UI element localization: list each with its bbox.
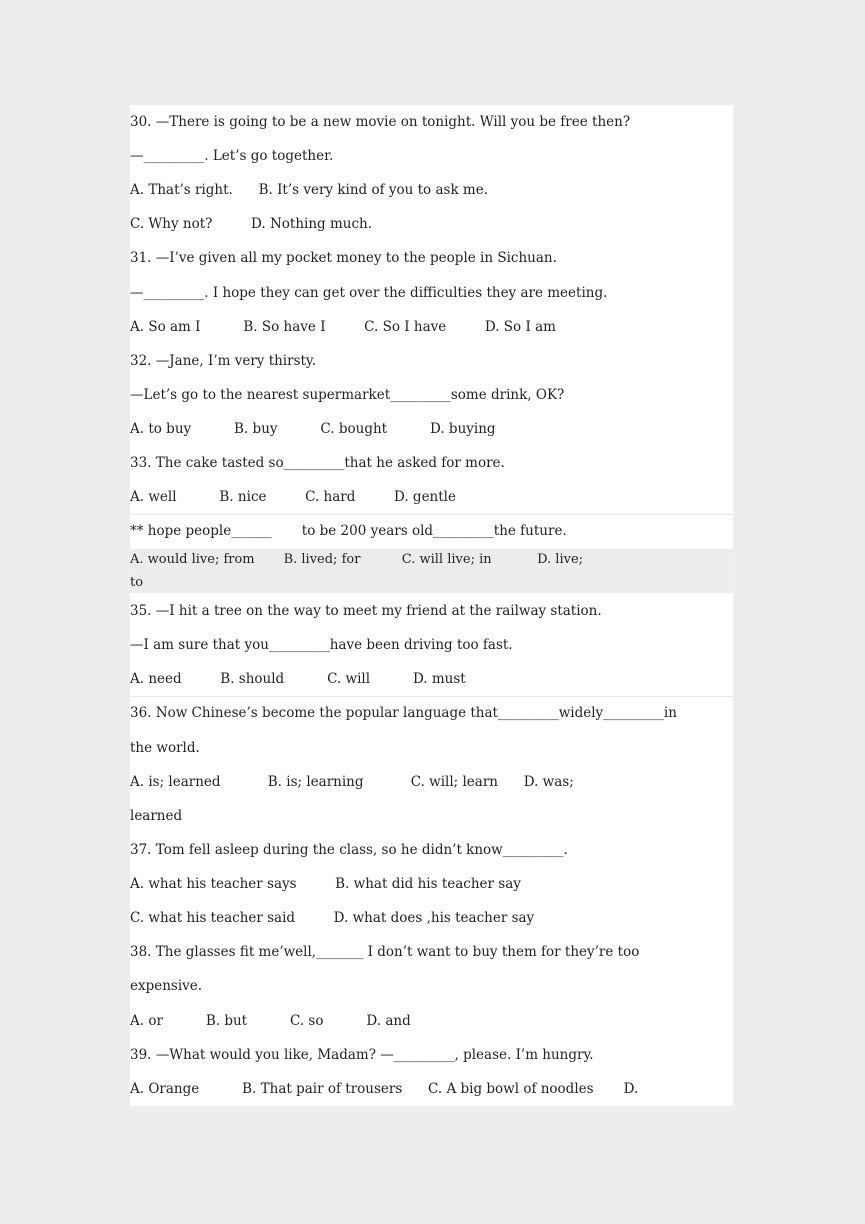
answer-blank: —I am sure that you_________have been driving too fast. [130, 637, 513, 653]
answer-blank: —_________. Let’s go together. [130, 148, 334, 164]
question-38: 38. The glasses fit me’well,_______ I don’t want to buy them for they’re too [130, 944, 640, 960]
answer-blank: —_________. I hope they can get over the difficulties they are meeting. [130, 285, 608, 301]
question-37: 37. Tom fell asleep during the class, so he didn’t know_________. [130, 842, 568, 858]
options-row: C. what his teacher said D. what does ,his teacher say [130, 910, 535, 926]
question-36: 36. Now Chinese’s become the popular language that_________widely_________in [130, 705, 677, 721]
question-36-continued: the world. [130, 740, 200, 756]
options-row-continued: to [130, 575, 144, 590]
options-row: A. well B. nice C. hard D. gentle [130, 489, 456, 505]
question-34: ** hope people______ to be 200 years old_________the future. [130, 523, 567, 539]
options-row: A. to buy B. buy C. bought D. buying [130, 421, 496, 437]
options-row: A. So am I B. So have I C. So I have D. So I am [130, 319, 556, 335]
document-page [130, 105, 733, 1106]
question-33: 33. The cake tasted so_________that he asked for more. [130, 455, 505, 471]
options-row: A. what his teacher says B. what did his teacher say [130, 876, 521, 892]
divider [130, 514, 733, 515]
divider [130, 696, 733, 697]
options-row: A. would live; from B. lived; for C. will live; in D. live; [130, 552, 584, 567]
options-row: C. Why not? D. Nothing much. [130, 216, 372, 232]
answer-blank: —Let’s go to the nearest supermarket_________some drink, OK? [130, 387, 565, 403]
question-39: 39. —What would you like, Madam? —_________, please. I’m hungry. [130, 1047, 594, 1063]
question-32: 32. —Jane, I’m very thirsty. [130, 353, 317, 369]
options-row: A. need B. should C. will D. must [130, 671, 466, 687]
question-38-continued: expensive. [130, 978, 203, 994]
question-30: 30. —There is going to be a new movie on tonight. Will you be free then? [130, 114, 631, 130]
options-row: A. That’s right. B. It’s very kind of you to ask me. [130, 182, 489, 198]
options-row: A. is; learned B. is; learning C. will; learn D. was; [130, 774, 574, 790]
question-35: 35. —I hit a tree on the way to meet my friend at the railway station. [130, 603, 602, 619]
options-row-continued: learned [130, 808, 183, 824]
options-row: A. Orange B. That pair of trousers C. A big bowl of noodles D. [130, 1081, 639, 1097]
options-row: A. or B. but C. so D. and [130, 1013, 411, 1029]
question-31: 31. —I’ve given all my pocket money to the people in Sichuan. [130, 250, 557, 266]
